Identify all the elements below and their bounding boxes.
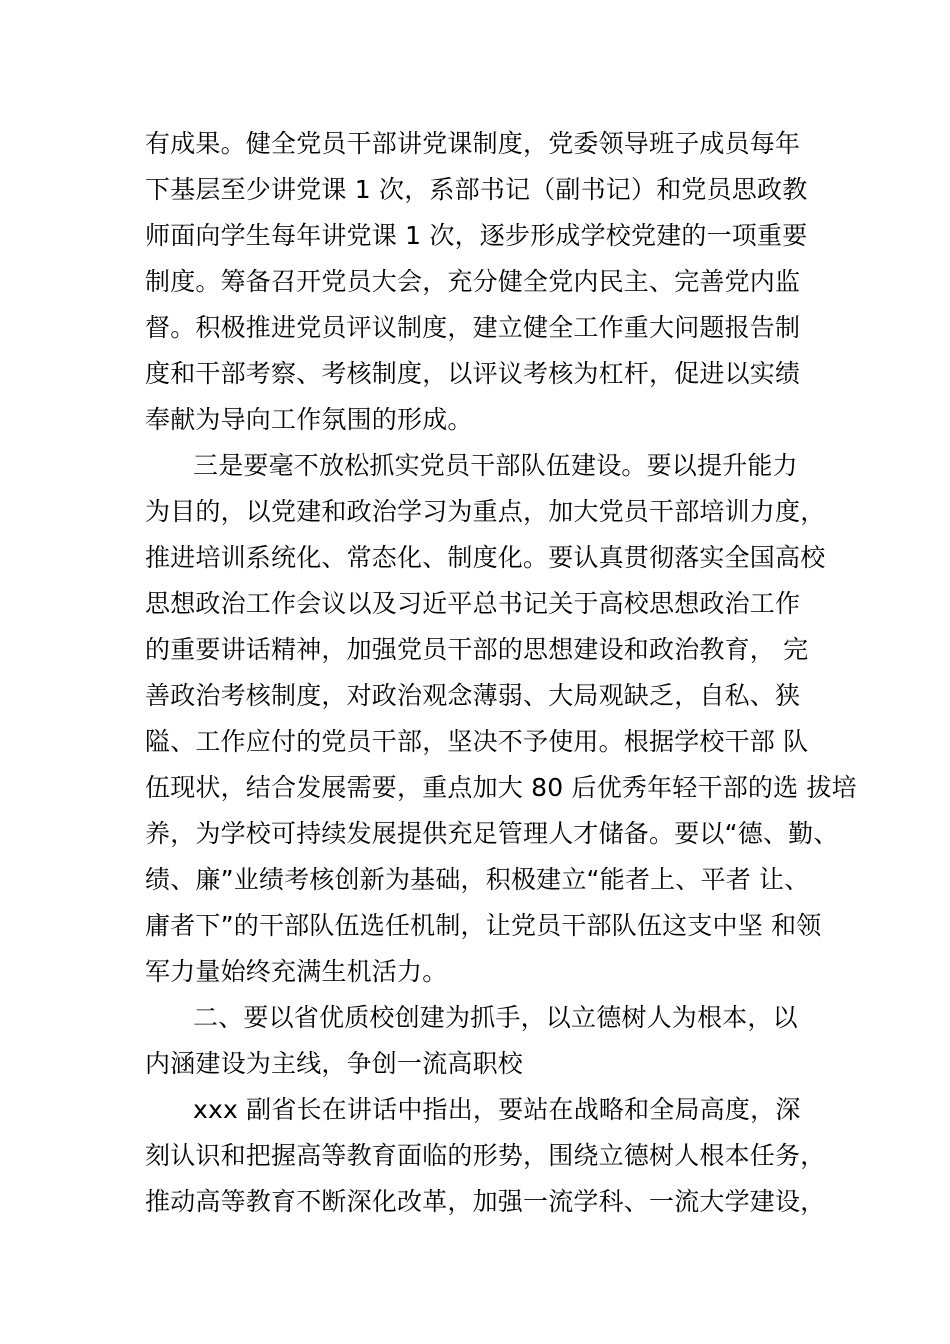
section-heading-line-1: 二、要以省优质校创建为抓手，以立德树人为根本，以: [193, 1003, 798, 1032]
paragraph-2-line-3: 推进培训系统化、常态化、制度化。要认真贯彻落实全国高校: [145, 543, 826, 572]
paragraph-2-line-5: 的重要讲话精神，加强党员干部的思想建设和政治教育， 完: [145, 635, 809, 664]
paragraph-2-line-8: 伍现状，结合发展需要，重点加大 80 后优秀年轻干部的选 拔培: [145, 773, 857, 802]
paragraph-1-line-3: 师面向学生每年讲党课 1 次，逐步形成学校党建的一项重要: [145, 221, 808, 250]
paragraph-2-line-12: 军力量始终充满生机活力。: [145, 957, 448, 986]
paragraph-1-line-5: 督。积极推进党员评议制度，建立健全工作重大问题报告制: [145, 313, 801, 342]
paragraph-2-line-9: 养，为学校可持续发展提供充足管理人才储备。要以“德、勤、: [145, 819, 839, 848]
paragraph-2-line-1: 三是要毫不放松抓实党员干部队伍建设。要以提升能力: [193, 451, 798, 480]
paragraph-1-line-2: 下基层至少讲党课 1 次，系部书记（副书记）和党员思政教: [145, 175, 808, 204]
paragraph-1-line-4: 制度。筹备召开党员大会，充分健全党内民主、完善党内监: [145, 267, 801, 296]
paragraph-2-line-4: 思想政治工作会议以及习近平总书记关于高校思想政治工作: [145, 589, 801, 618]
section-heading-line-2: 内涵建设为主线，争创一流高职校: [145, 1049, 524, 1078]
paragraph-1-line-7: 奉献为导向工作氛围的形成。: [145, 405, 473, 434]
paragraph-4-line-1: xxx 副省长在讲话中指出，要站在战略和全局高度，深: [193, 1095, 801, 1124]
paragraph-2-line-7: 隘、工作应付的党员干部，坚决不予使用。根据学校干部 队: [145, 727, 809, 756]
paragraph-2-line-11: 庸者下”的干部队伍选任机制，让党员干部队伍这支中坚 和领: [145, 911, 822, 940]
paragraph-2-line-2: 为目的，以党建和政治学习为重点，加大党员干部培训力度，: [145, 497, 826, 526]
paragraph-1-line-6: 度和干部考察、考核制度，以评议考核为杠杆，促进以实绩: [145, 359, 801, 388]
paragraph-2-line-6: 善政治考核制度，对政治观念薄弱、大局观缺乏，自私、狭: [145, 681, 801, 710]
paragraph-2-line-10: 绩、廉”业绩考核创新为基础，积极建立“能者上、平者 让、: [145, 865, 810, 894]
paragraph-4-line-3: 推动高等教育不断深化改革，加强一流学科、一流大学建设，: [145, 1187, 826, 1216]
paragraph-1-line-1: 有成果。健全党员干部讲党课制度，党委领导班子成员每年: [145, 129, 801, 158]
paragraph-4-line-2: 刻认识和把握高等教育面临的形势，围绕立德树人根本任务，: [145, 1141, 826, 1170]
